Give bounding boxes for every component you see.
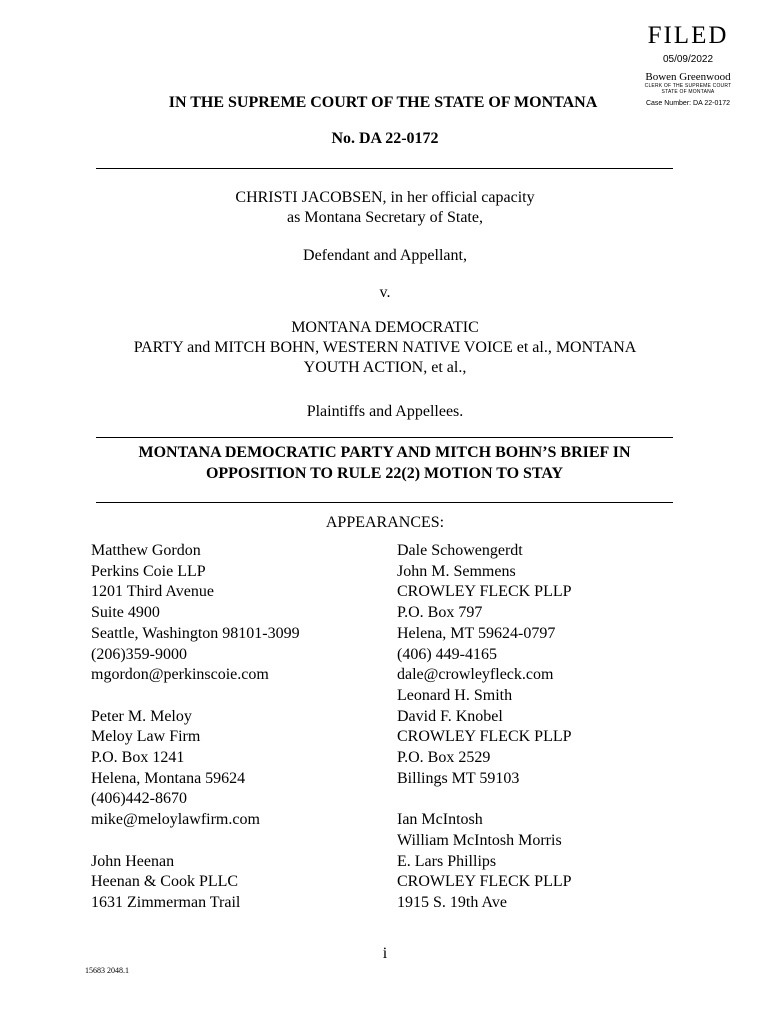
appearance-line: William McIntosh Morris [397,831,562,849]
appearance-line: P.O. Box 797 [397,604,483,622]
document-id: 15683 2048.1 [85,966,129,975]
docket-number: No. DA 22-0172 [331,130,439,147]
appearance-line: Billings MT 59103 [397,769,520,787]
plaintiff-line-2: PARTY and MITCH BOHN, WESTERN NATIVE VOICE et al., MONTANA [133,339,637,356]
appearance-line: E. Lars Phillips [397,852,497,870]
divider [96,437,673,438]
brief-title-line-1: MONTANA DEMOCRATIC PARTY AND MITCH BOHN’S BRIEF IN [138,444,631,461]
plaintiff-line-1: MONTANA DEMOCRATIC [291,319,479,336]
appearance-line: 1201 Third Avenue [91,583,214,601]
appearance-line: Seattle, Washington 98101-3099 [91,624,300,642]
brief-title [96,442,673,484]
appearance-line: (406) 449-4165 [397,645,497,663]
appearance-line: David F. Knobel [397,707,503,725]
appearance-line: Meloy Law Firm [91,728,201,746]
page-number: i [382,945,388,962]
appearance-line: P.O. Box 2529 [397,749,491,767]
plaintiff-caption [0,318,770,378]
appearance-line: Helena, Montana 59624 [91,769,246,787]
appearance-line: Leonard H. Smith [397,686,513,704]
defendant-line-1: CHRISTI JACOBSEN, in her official capacity [235,189,535,206]
court-name: IN THE SUPREME COURT OF THE STATE OF MONTANA [168,94,598,111]
defendant-line-2: as Montana Secretary of State, [287,209,483,226]
appearance-line: Peter M. Meloy [91,707,192,725]
appearance-line: dale@crowleyfleck.com [397,666,554,684]
plaintiff-line-3: YOUTH ACTION, et al., [303,359,467,376]
appearance-line: (406)442-8670 [91,790,187,808]
filed-label: FILED [647,22,729,49]
appearance-line: CROWLEY FLECK PLLP [397,728,572,746]
divider [96,168,673,169]
appearance-line: 1631 Zimmerman Trail [91,893,241,911]
left-appearances-column [91,541,300,914]
appearance-line: P.O. Box 1241 [91,749,185,767]
spacer [91,686,300,707]
appearance-line: Matthew Gordon [91,542,201,559]
spacer [91,831,300,852]
appearance-line: 1915 S. 19th Ave [397,893,507,911]
defendant-role: Defendant and Appellant, [303,247,467,264]
appearance-line: mike@meloylawfirm.com [91,811,260,829]
appearance-line: Ian McIntosh [397,811,483,829]
versus: v. [379,284,391,301]
filed-date: 05/09/2022 [662,54,714,65]
clerk-title-line-2: STATE OF MONTANA [661,89,715,95]
plaintiff-role: Plaintiffs and Appellees. [306,403,464,420]
appearance-line: John Heenan [91,852,175,870]
appearance-line: Perkins Coie LLP [91,562,206,580]
appearance-line: CROWLEY FLECK PLLP [397,583,572,601]
brief-title-line-2: OPPOSITION TO RULE 22(2) MOTION TO STAY [205,465,564,482]
stamp-case-number: Case Number: DA 22-0172 [645,100,731,107]
clerk-signature: Bowen Greenwood [645,71,731,83]
appearance-line: mgordon@perkinscoie.com [91,666,269,684]
spacer [397,789,572,810]
appearance-line: (206)359-9000 [91,645,187,663]
right-appearances-column [397,541,572,914]
appearance-line: Suite 4900 [91,604,160,622]
defendant-caption [0,188,770,228]
appearance-line: Heenan & Cook PLLC [91,873,239,891]
appearance-line: Helena, MT 59624-0797 [397,624,556,642]
appearance-line: Dale Schowengerdt [397,542,523,559]
clerk-title-line-1: CLERK OF THE SUPREME COURT [644,83,732,89]
appearance-line: John M. Semmens [397,562,516,580]
appearances-heading: APPEARANCES: [325,514,445,531]
divider [96,502,673,503]
appearance-line: CROWLEY FLECK PLLP [397,873,572,891]
